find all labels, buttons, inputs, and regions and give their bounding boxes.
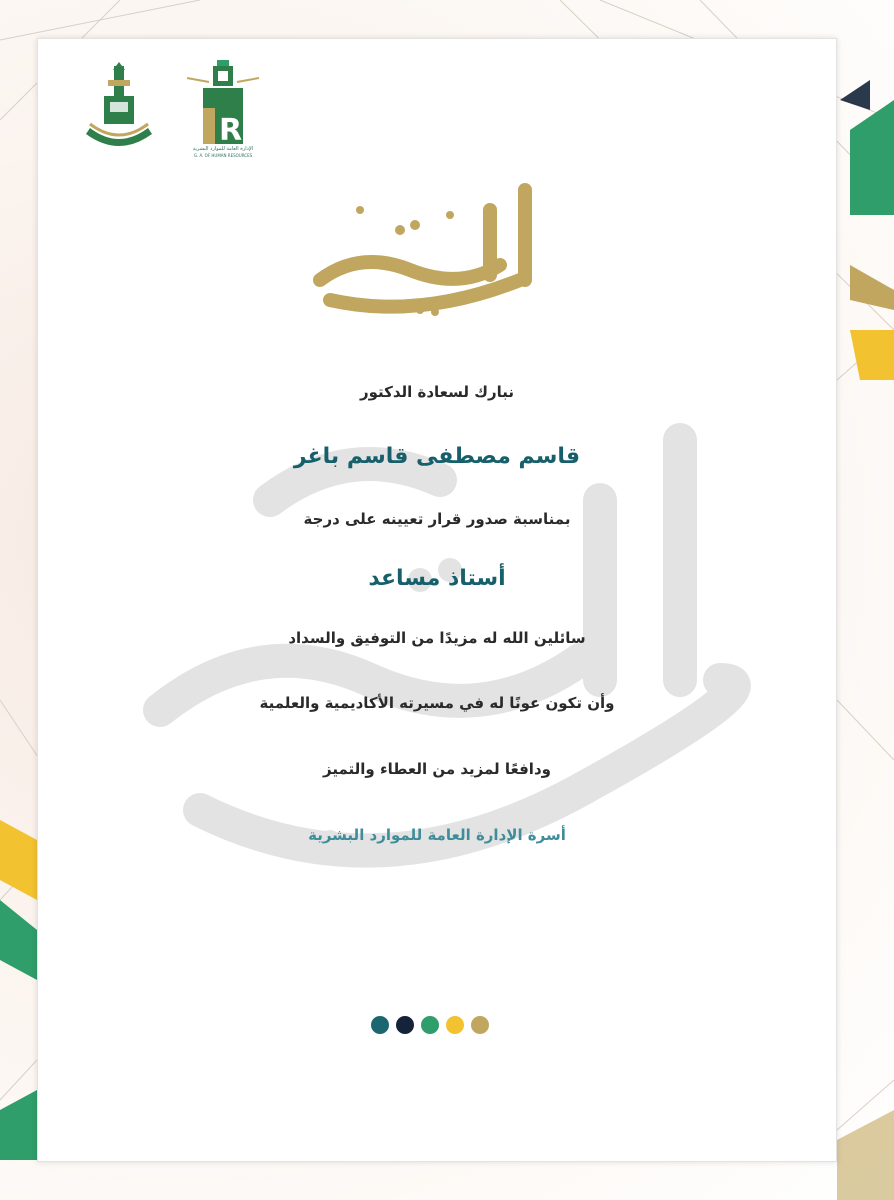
congratulations-calligraphy <box>300 170 560 320</box>
wish-line-1: سائلين الله له مزيدًا من التوفيق والسداد <box>288 629 586 647</box>
academic-rank: أستاذ مساعد <box>368 566 506 591</box>
occasion-text: بمناسبة صدور قرار تعيينه على درجة <box>303 510 571 528</box>
university-logo <box>78 62 160 158</box>
color-dot-green <box>421 1016 439 1034</box>
svg-text:R: R <box>219 113 243 148</box>
signature: أسرة الإدارة العامة للموارد البشرية <box>308 826 566 844</box>
color-dot-navy <box>396 1016 414 1034</box>
hr-logo-caption-ar: الإدارة العامة للموارد البشرية <box>192 146 254 152</box>
color-dot-gold <box>471 1016 489 1034</box>
color-dots <box>371 1016 489 1034</box>
color-dot-teal <box>371 1016 389 1034</box>
congratulation-intro: نبارك لسعادة الدكتور <box>359 383 515 401</box>
honoree-name: قاسم مصطفى قاسم باغر <box>293 444 581 469</box>
color-dot-yellow <box>446 1016 464 1034</box>
wish-line-3: ودافعًا لمزيد من العطاء والتميز <box>323 760 551 778</box>
hr-logo-caption-en: G. A. OF HUMAN RESOURCES <box>193 153 253 158</box>
wish-line-2: وأن تكون عونًا له في مسيرته الأكاديمية والعلمية <box>259 694 615 712</box>
